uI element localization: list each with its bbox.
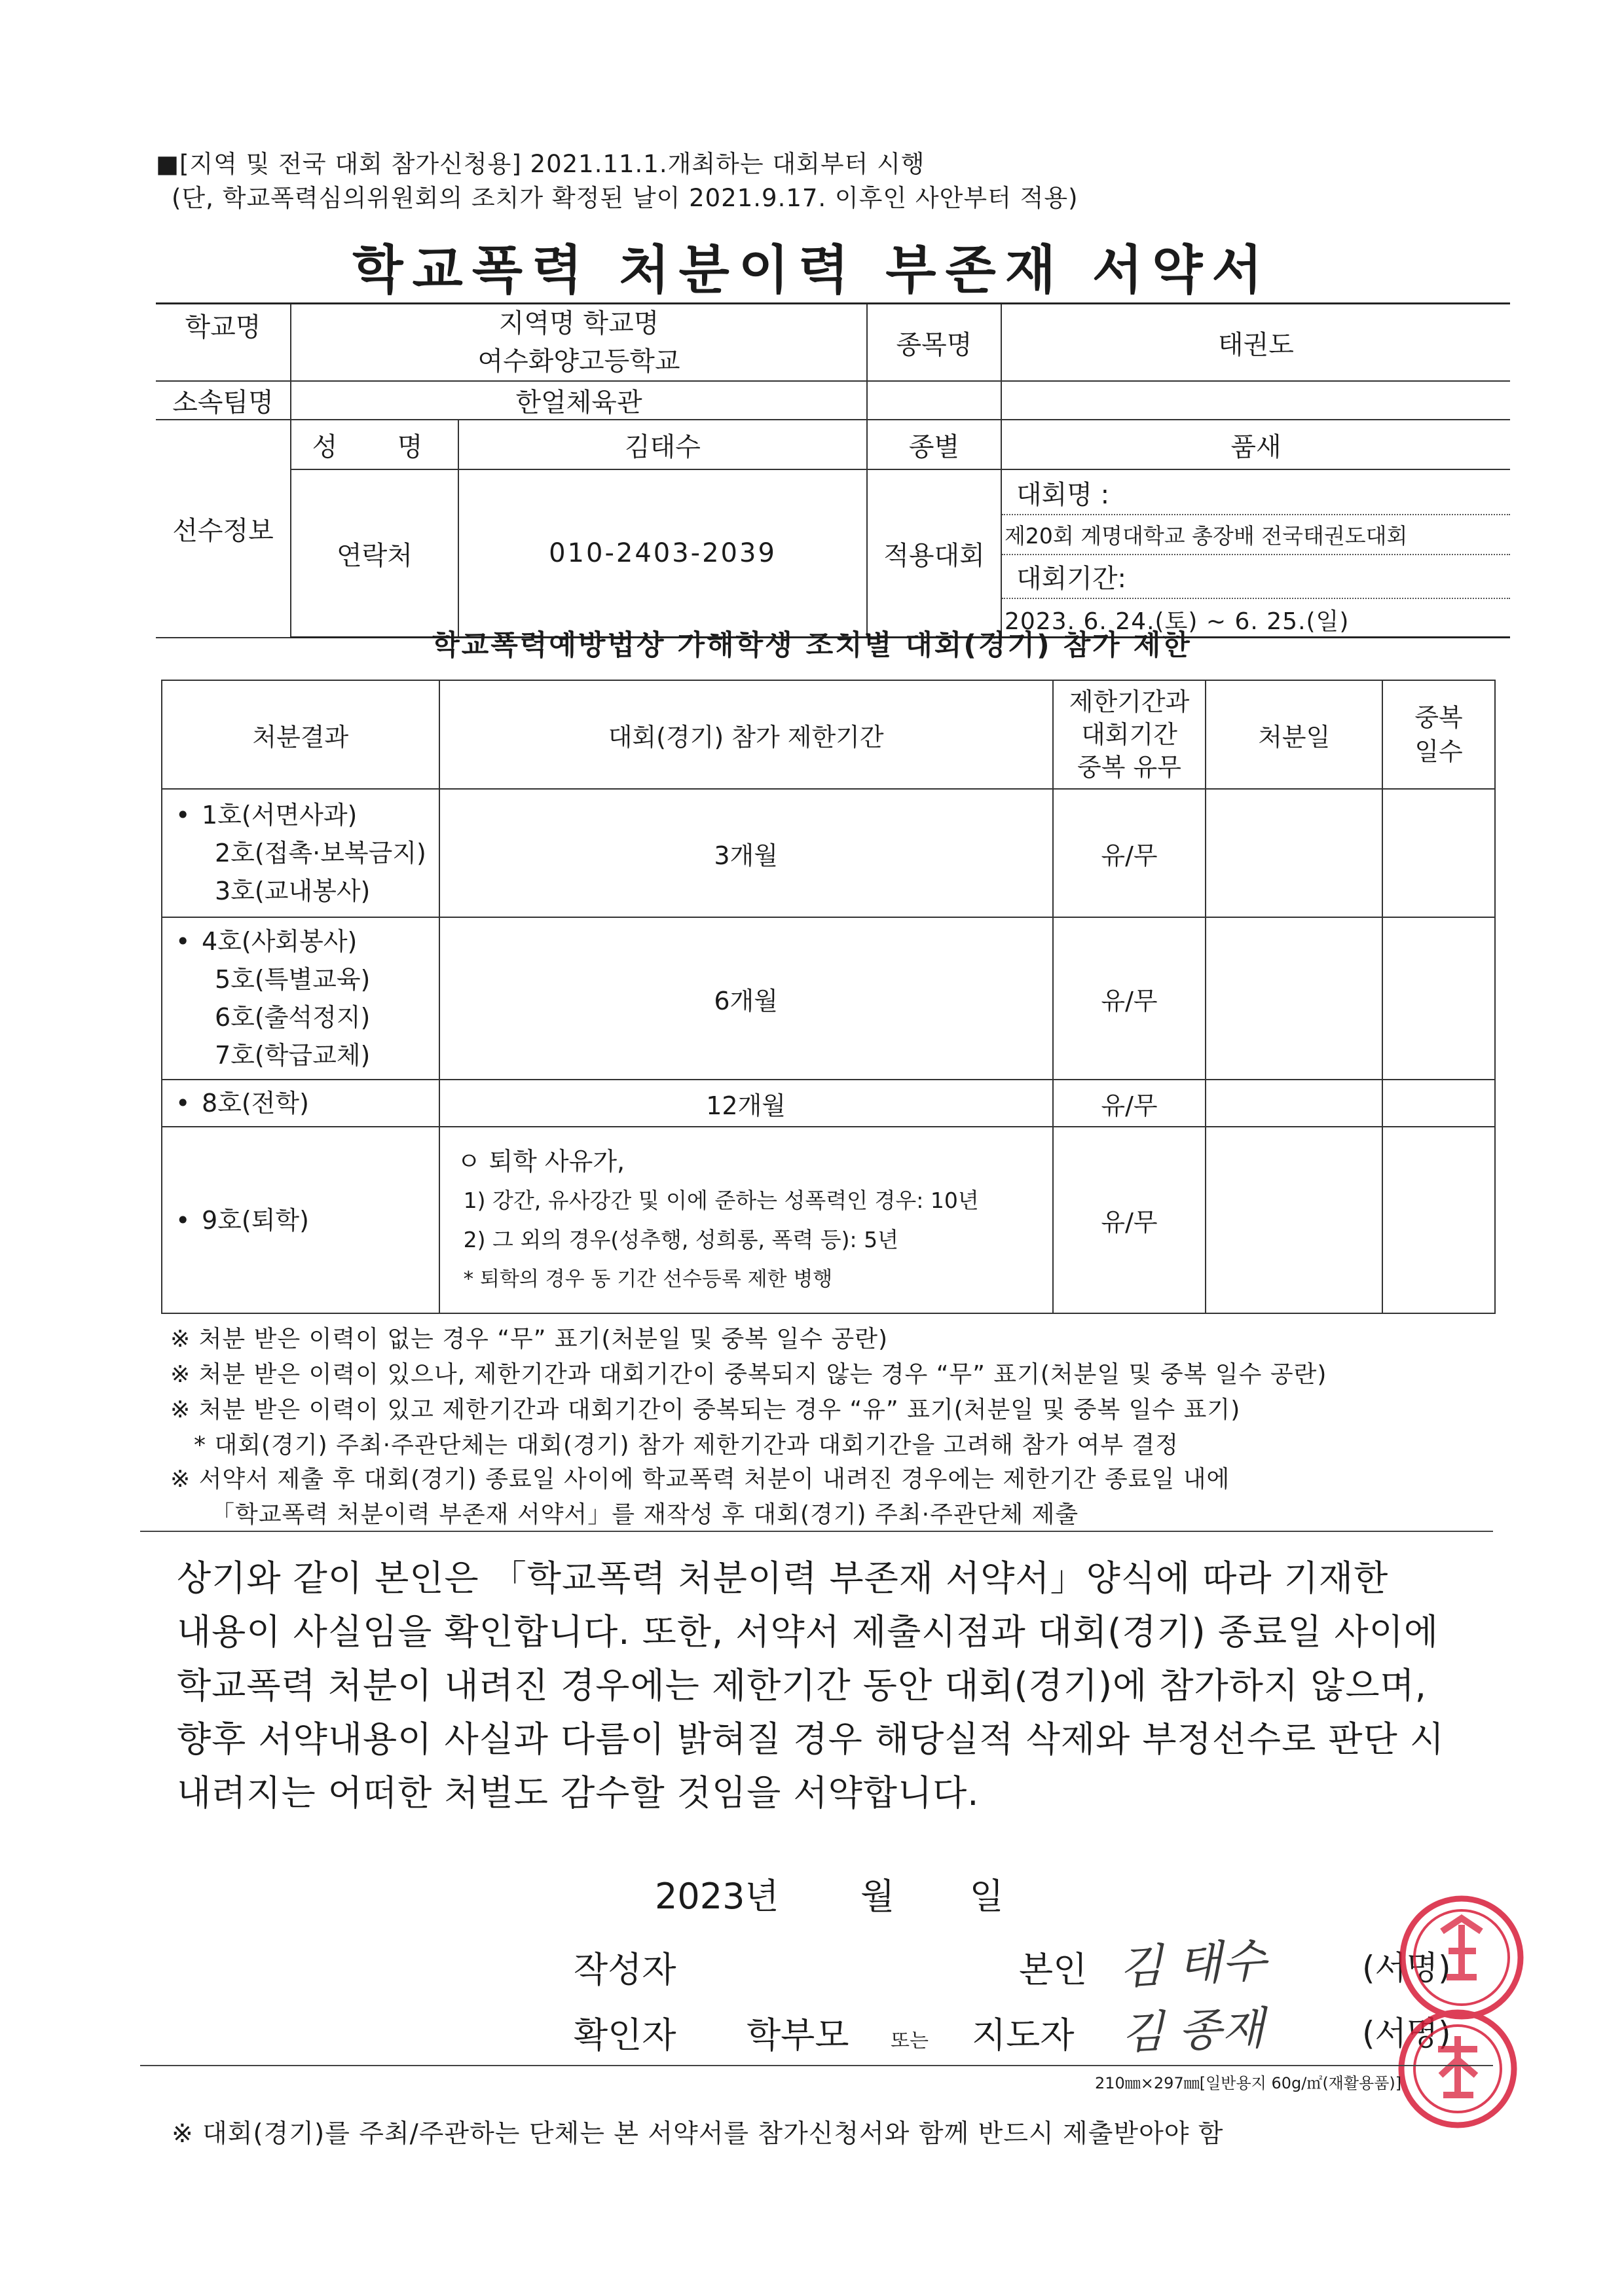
row4-period: ㅇ 퇴학 사유가, 1) 강간, 유사강간 및 이에 준하는 성폭력인 경우: 10년 2) 그 외의 경우(성추행, 성희롱, 폭력 등): 5년 * 퇴학의 경우 동 기간 선수등록 제한 병행 [439,1127,1053,1313]
date-month: 월 [860,1876,895,1917]
note-2: ※ 처분 받은 이력이 있으나, 제한기간과 대회기간이 중복되지 않는 경우 “무” 표기(처분일 및 중복 일수 공란) [170,1361,1327,1388]
event-label: 종목명 [867,304,1001,382]
restriction-table [161,680,1496,1314]
school-label: 학교명 [156,304,291,346]
row1-period: 3개월 [439,789,1053,917]
table-row [162,789,1495,917]
row2-period: 6개월 [439,917,1053,1080]
note-5: ※ 서약서 제출 후 대회(경기) 종료일 사이에 학교폭력 처분이 내려진 경우에는 제한기간 종료일 내에 [170,1466,1230,1493]
or-label: 또는 [891,2030,929,2052]
table-row [162,917,1495,1080]
contact-value: 010-2403-2039 [458,469,867,638]
row3-result: • 8호(전학) [162,1080,439,1127]
self-signature[interactable]: 김 태수 [1117,1933,1268,1995]
row3-days[interactable] [1382,1080,1495,1127]
note-6: 「학교폭력 처분이력 부존재 서약서」를 재작성 후 대회(경기) 주최·주관단체 제출 [211,1501,1079,1528]
row2-date[interactable] [1206,917,1382,1080]
info-table [156,302,1510,638]
applied-competition-detail [1001,469,1510,638]
sign-mark-1: (서명) [1362,1949,1451,1987]
competition-period-value: 2023. 6. 24.(토) ~ 6. 25.(일) [1005,608,1350,635]
competition-period-label: 대회기간: [1002,555,1510,599]
row4-result: • 9호(퇴학) [162,1127,439,1313]
bottom-divider [140,2065,1493,2066]
self-label: 본인 [1019,1949,1088,1990]
note-4: * 대회(경기) 주최·주관단체는 대회(경기) 참가 제한기간과 대회기간을 고려해 참가 여부 결정 [194,1432,1179,1459]
coach-signature[interactable]: 김 종재 [1120,2003,1266,2060]
note-3: ※ 처분 받은 이력이 있고 제한기간과 대회기간이 중복되는 경우 “유” 표기(처분일 및 중복 일수 표기) [170,1396,1241,1423]
row3-date[interactable] [1206,1080,1382,1127]
sign-mark-2: (서명) [1362,2014,1451,2052]
player-info-label: 선수정보 [156,420,291,638]
category-value: 품새 [1001,420,1510,469]
note-1: ※ 처분 받은 이력이 없는 경우 “무” 표기(처분일 및 중복 일수 공란) [170,1326,889,1353]
row2-result: • 4호(사회봉사) 5호(특별교육) 6호(출석정지) 7호(학급교체) [162,917,439,1080]
row1-overlap: 유/무 [1053,789,1206,917]
header-days: 중복 일수 [1382,680,1495,789]
header-result: 처분결과 [162,680,439,789]
row4-days[interactable] [1382,1127,1495,1313]
header-line-2: (단, 학교폭력심의위원회의 조치가 확정된 날이 2021.9.17. 이후인 사안부터 적용) [172,184,1079,212]
restriction-subtitle: 학교폭력예방법상 가해학생 조치별 대회(경기) 참가 제한 [432,629,1192,662]
pledge-paragraph: 상기와 같이 본인은 「학교폭력 처분이력 부존재 서약서」양식에 따라 기재한 내용이 사실임을 확인합니다. 또한, 서약서 제출시점과 대회(경기) 종료일 사이에 학교폭력 처분이 내려진 경우에는 제한기간 동안 대회(경기)에 참가하지 않으며, 향후 서약내용이 사실과 다름이 밝혀질 경우 해당실적 삭제와 부정선수로 판단 시 내려지는 어떠한 처벌도 감수할 것임을 서약합니다. [177,1558,1445,1813]
row1-days[interactable] [1382,789,1495,917]
event-value: 태권도 [1001,304,1510,382]
parent-label: 학부모 [747,2014,849,2056]
name-value: 김태수 [458,420,867,469]
header-overlap: 제한기간과 대회기간 중복 유무 [1053,680,1206,789]
confirmer-label: 확인자 [574,2014,676,2056]
table-header-row [162,680,1495,789]
row1-date[interactable] [1206,789,1382,917]
table-row [162,1080,1495,1127]
red-seal-stamps [1384,1886,1535,2134]
date-line [655,1868,1004,1919]
category-label: 종별 [867,420,1001,469]
date-day: 일 [969,1876,1004,1917]
contact-label: 연락처 [291,469,458,638]
writer-label: 작성자 [574,1949,676,1990]
row3-period: 12개월 [439,1080,1053,1127]
table-row [162,1127,1495,1313]
document-title: 학교폭력 처분이력 부존재 서약서 [352,240,1272,301]
row4-date[interactable] [1206,1127,1382,1313]
header-line-1: ■[지역 및 전국 대회 참가신청용] 2021.11.1.개최하는 대회부터 시행 [156,150,925,178]
coach-label: 지도자 [972,2014,1075,2056]
name-label: 성 명 [291,420,458,469]
row3-overlap: 유/무 [1053,1080,1206,1127]
row2-overlap: 유/무 [1053,917,1206,1080]
row1-result: • 1호(서면사과) 2호(접촉·보복금지) 3호(교내봉사) [162,789,439,917]
divider [140,1531,1493,1532]
header-date: 처분일 [1206,680,1382,789]
row4-overlap: 유/무 [1053,1127,1206,1313]
school-value: 지역명 학교명 여수화양고등학교 [291,304,867,382]
footer-note: ※ 대회(경기)를 주최/주관하는 단체는 본 서약서를 참가신청서와 함께 반드시 제출받아야 함 [172,2119,1224,2149]
header-period: 대회(경기) 참가 제한기간 [439,680,1053,789]
paper-spec: 210㎜×297㎜[일반용지 60g/㎡(재활용품)] [1095,2074,1402,2092]
date-year: 2023년 [655,1876,779,1917]
competition-name-label: 대회명 : [1002,470,1510,515]
competition-name-value: 제20회 계명대학교 총장배 전국태권도대회 [1002,515,1510,555]
row2-days[interactable] [1382,917,1495,1080]
team-label: 소속팀명 [156,381,291,420]
team-value: 한얼체육관 [291,381,867,420]
applied-competition-label: 적용대회 [867,469,1001,638]
